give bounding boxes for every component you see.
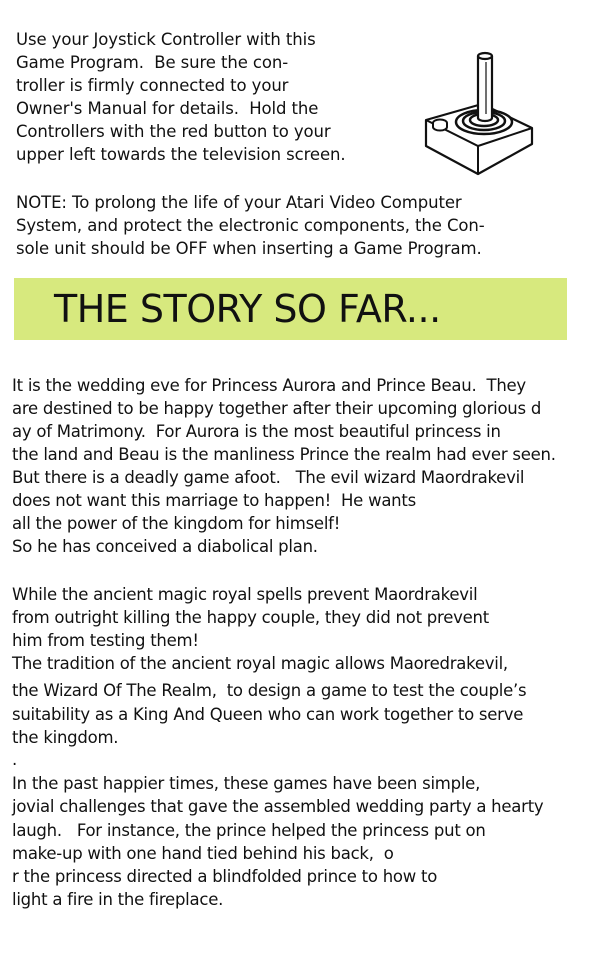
story-line: the land and Beau is the manliness Prince the realm had ever seen. — [12, 445, 556, 464]
story-line: suitability as a King And Queen who can work together to serve — [12, 705, 524, 724]
story-line: . — [12, 750, 17, 769]
note-line: System, and protect the electronic components, the Con- — [16, 216, 485, 235]
note-line: NOTE: To prolong the life of your Atari Video Computer — [16, 193, 462, 212]
intro-line: upper left towards the television screen. — [16, 145, 346, 164]
joystick-icon — [420, 46, 536, 178]
story-line: But there is a deadly game afoot. The evil wizard Maordrakevil — [12, 468, 525, 487]
story-line: the kingdom. — [12, 728, 119, 747]
intro-line: Game Program. Be sure the con- — [16, 53, 289, 72]
note-line: sole unit should be OFF when inserting a Game Program. — [16, 239, 482, 258]
intro-line: Controllers with the red button to your — [16, 122, 331, 141]
story-line: does not want this marriage to happen! He wants — [12, 491, 416, 510]
story-line: In the past happier times, these games have been simple, — [12, 774, 481, 793]
story-line: laugh. For instance, the prince helped the princess put on — [12, 821, 486, 840]
story-line: him from testing them! — [12, 631, 199, 650]
story-line: all the power of the kingdom for himself! — [12, 514, 341, 533]
story-line: from outright killing the happy couple, they did not prevent — [12, 608, 489, 627]
story-line: make-up with one hand tied behind his back, o — [12, 844, 394, 863]
section-banner — [14, 278, 567, 340]
story-line: While the ancient magic royal spells prevent Maordrakevil — [12, 585, 478, 604]
story-line: r the princess directed a blindfolded prince to how to — [12, 867, 438, 886]
intro-line: Owner's Manual for details. Hold the — [16, 99, 319, 118]
section-title: THE STORY SO FAR... — [54, 287, 441, 331]
story-line: ay of Matrimony. For Aurora is the most beautiful princess in — [12, 422, 501, 441]
intro-line: troller is firmly connected to your — [16, 76, 289, 95]
story-line: are destined to be happy together after their upcoming glorious d — [12, 399, 542, 418]
intro-line: Use your Joystick Controller with this — [16, 30, 316, 49]
story-line: It is the wedding eve for Princess Aurora and Prince Beau. They — [12, 376, 526, 395]
story-line: jovial challenges that gave the assembled wedding party a hearty — [12, 797, 544, 816]
story-line: The tradition of the ancient royal magic allows Maoredrakevil, — [12, 654, 508, 673]
story-line: light a fire in the fireplace. — [12, 890, 224, 909]
story-line: So he has conceived a diabolical plan. — [12, 537, 318, 556]
story-line: the Wizard Of The Realm, to design a game to test the couple’s — [12, 681, 527, 700]
